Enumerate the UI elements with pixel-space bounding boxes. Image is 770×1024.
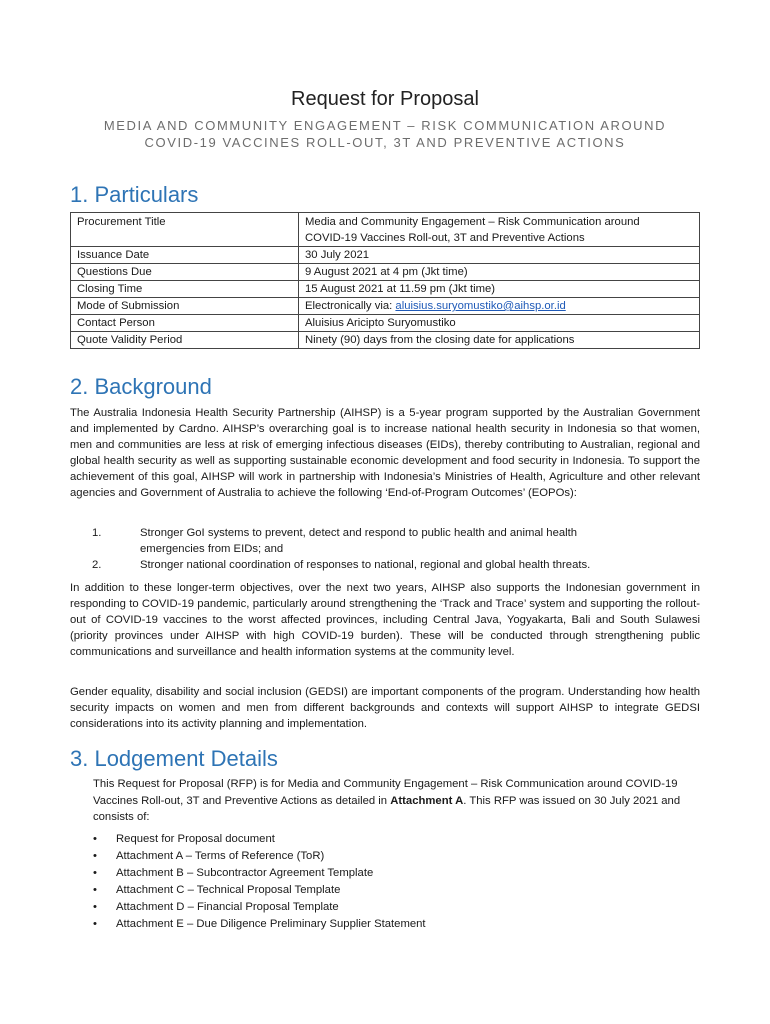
list-item — [93, 882, 693, 899]
list-item-text: Attachment D – Financial Proposal Template — [116, 901, 339, 913]
list-item — [93, 865, 693, 882]
list-item — [93, 848, 693, 865]
list-number: 2. — [92, 559, 102, 572]
bullet: • — [93, 918, 97, 930]
list-item-text: Attachment A – Terms of Reference (ToR) — [116, 850, 325, 862]
section-heading-lodgement: 3. Lodgement Details — [70, 746, 278, 771]
list-item-text: Attachment B – Subcontractor Agreement Template — [116, 867, 374, 879]
intro-text: . This RFP was issued on 30 July 2021 and consists of: — [93, 794, 681, 823]
value-line: Media and Community Engagement – Risk Communication around — [305, 216, 640, 228]
background-paragraph-1: The Australia Indonesia Health Security Partnership (AIHSP) is a 5-year program supported by the Australian Government and implemented by Cardno. AIHSP’s overarching goal is to increase national health security in Indonesia so that women, men and communities are less at risk of emerging infectious diseases (EIDs), thereby contributing to Australian, regional and global health security as well as supporting sustainable economic development and food security in Indonesia. To support the achievement of this goal, AIHSP will work in partnership with Indonesia’s Ministries of Health, Agriculture and other relevant agencies and Government of Australia to achieve the following ‘End-of-Program Outcomes’ (EOPOs): — [70, 407, 700, 500]
value-line: COVID-19 Vaccines Roll-out, 3T and Preventive Actions — [305, 232, 585, 244]
document-title: Request for Proposal — [291, 88, 479, 110]
row-value — [299, 298, 700, 315]
section-heading-particulars: 1. Particulars — [70, 182, 199, 207]
bullet: • — [93, 833, 97, 845]
table-row — [71, 264, 700, 281]
bullet: • — [93, 884, 97, 896]
row-label: Contact Person — [71, 315, 299, 332]
section-heading-background: 2. Background — [70, 374, 212, 399]
list-text-line: Stronger GoI systems to prevent, detect and respond to public health and animal health — [140, 527, 578, 539]
list-text: Stronger national coordination of responses to national, regional and global health threats. — [140, 559, 591, 572]
eopo-list — [70, 525, 700, 573]
list-text-line: emergencies from EIDs; and — [140, 543, 284, 556]
subtitle-line: COVID-19 VACCINES ROLL-OUT, 3T AND PREVENTIVE ACTIONS — [144, 135, 626, 150]
list-number: 1. — [92, 527, 102, 539]
bullet: • — [93, 867, 97, 879]
list-item — [93, 916, 693, 933]
table-row — [71, 247, 700, 264]
intro-text: This Request for Proposal (RFP) is for Media and Community Engagement – Risk Communication around COVID-19 Vaccines Roll-out, 3T and Preventive Actions as detailed in — [93, 778, 678, 807]
bullet: • — [93, 850, 97, 862]
lodgement-intro — [93, 776, 703, 826]
list-text — [140, 525, 700, 557]
document-subtitle — [0, 117, 770, 151]
list-item — [70, 557, 700, 573]
background-paragraph-3: Gender equality, disability and social inclusion (GEDSI) are important components of the program. Understanding how health security impacts on women and men from different backgrounds and contexts will support AIHSP to integrate GEDSI considerations into its activity planning and implementation. — [70, 686, 700, 731]
table-row — [71, 281, 700, 298]
list-item-text: Attachment C – Technical Proposal Template — [116, 884, 341, 896]
table-row — [71, 315, 700, 332]
row-label: Closing Time — [71, 281, 299, 298]
row-label: Procurement Title — [71, 213, 299, 247]
background-paragraph-2: In addition to these longer-term objectives, over the next two years, AIHSP also supports the Indonesian government in responding to COVID-19 pandemic, particularly around strengthening the ‘Track and Trace’ system and supporting the rollout-out of COVID-19 vaccines to the worst affected provinces, including Central Java, Yogyakarta, Bali and South Sulawesi (priority provinces under AIHSP with high COVID-19 burden). These will be conducted through strengthening public communications and surveillance and health information systems at the community level. — [70, 582, 700, 659]
list-item — [93, 831, 693, 848]
row-label: Quote Validity Period — [71, 332, 299, 349]
list-item — [70, 525, 700, 557]
list-item-text: Request for Proposal document — [116, 833, 275, 845]
subtitle-line: MEDIA AND COMMUNITY ENGAGEMENT – RISK COMMUNICATION AROUND — [103, 118, 667, 133]
row-value: 15 August 2021 at 11.59 pm (Jkt time) — [299, 281, 700, 298]
intro-bold-text: Attachment A — [390, 794, 464, 807]
row-value: 30 July 2021 — [299, 247, 700, 264]
row-value — [299, 213, 700, 247]
table-row — [71, 332, 700, 349]
value-prefix: Electronically via: — [305, 300, 396, 312]
bullet: • — [93, 901, 97, 913]
row-label: Mode of Submission — [71, 298, 299, 315]
particulars-table — [70, 212, 700, 349]
contact-email-link[interactable]: aluisius.suryomustiko@aihsp.or.id — [395, 300, 566, 312]
table-row — [71, 213, 700, 247]
row-value: Aluisius Aricipto Suryomustiko — [299, 315, 700, 332]
list-item — [93, 899, 693, 916]
row-label: Issuance Date — [71, 247, 299, 264]
rfp-contents-list — [93, 831, 693, 933]
row-value: 9 August 2021 at 4 pm (Jkt time) — [299, 264, 700, 281]
table-row — [71, 298, 700, 315]
list-item-text: Attachment E – Due Diligence Preliminary Supplier Statement — [116, 918, 426, 930]
row-label: Questions Due — [71, 264, 299, 281]
row-value: Ninety (90) days from the closing date for applications — [299, 332, 700, 349]
